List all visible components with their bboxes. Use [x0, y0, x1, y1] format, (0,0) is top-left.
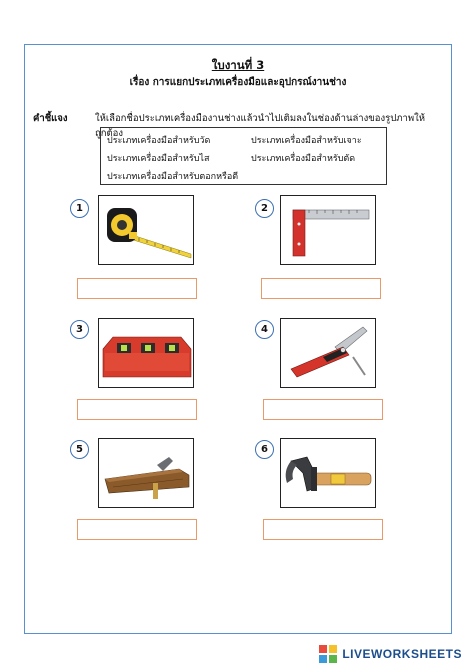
answer-box-4[interactable] [263, 399, 383, 420]
answer-box-5[interactable] [77, 519, 197, 540]
claw-hammer-photo [280, 438, 376, 508]
choice-item: ประเภทเครื่องมือสำหรับไส [107, 154, 210, 164]
tape-measure-icon [99, 196, 194, 265]
answer-box-2[interactable] [261, 278, 381, 299]
wood-plane-icon [99, 439, 194, 508]
liveworksheets-brand[interactable] [318, 643, 462, 665]
wood-plane-photo [98, 438, 194, 508]
spirit-level-icon [99, 319, 194, 388]
brand-name: LIVEWORKSHEETS [342, 647, 462, 661]
liveworksheets-logo-icon [318, 644, 338, 664]
item-number-badge: 3 [70, 320, 89, 339]
choice-item: ประเภทเครื่องมือสำหรับวัด [107, 136, 211, 146]
worksheet-title: ใบงานที่ 3 [211, 58, 265, 72]
worksheet-subtitle: เรื่อง การแยกประเภทเครื่องมือและอุปกรณ์งานช่าง [129, 77, 347, 88]
try-square-photo [280, 195, 376, 265]
worksheet-frame [24, 44, 452, 634]
choice-item: ประเภทเครื่องมือสำหรับเจาะ [251, 136, 362, 146]
sliding-bevel-photo [280, 318, 376, 388]
choice-item: ประเภทเครื่องมือสำหรับตัด [251, 154, 356, 164]
item-number-badge: 5 [70, 440, 89, 459]
claw-hammer-icon [281, 439, 376, 508]
answer-box-1[interactable] [77, 278, 197, 299]
answer-box-6[interactable] [263, 519, 383, 540]
item-number-badge: 4 [255, 320, 274, 339]
choice-item: ประเภทเครื่องมือสำหรับตอกหรือตี [107, 172, 239, 182]
instruction-text: ให้เลือกชื่อประเภทเครื่องมืองานช่างแล้วนำไปเติมลงในช่องด้านล่างของรูปภาพให้ถูกต้อง [95, 113, 425, 139]
spirit-level-photo [98, 318, 194, 388]
answer-box-3[interactable] [77, 399, 197, 420]
try-square-icon [281, 196, 376, 265]
item-number-badge: 6 [255, 440, 274, 459]
tape-measure-photo [98, 195, 194, 265]
item-number-badge: 2 [255, 199, 274, 218]
choices-box [100, 127, 387, 185]
item-number-badge: 1 [70, 199, 89, 218]
sliding-bevel-icon [281, 319, 376, 388]
instruction-label: คำชี้แจง [33, 113, 68, 124]
